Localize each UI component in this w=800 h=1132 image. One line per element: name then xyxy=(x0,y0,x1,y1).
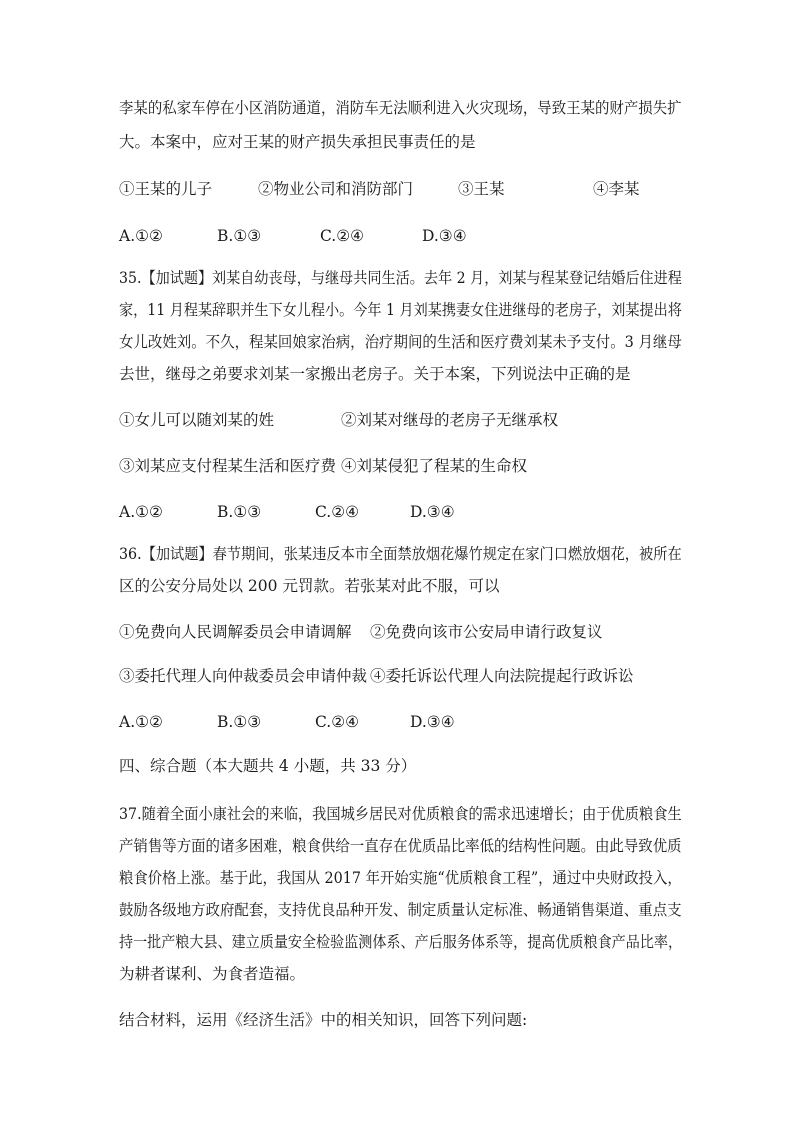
q36-choice-b: B.①③ xyxy=(217,713,262,731)
q35-choice-c: C.②④ xyxy=(315,503,360,521)
q35-choice-d: D.③④ xyxy=(410,503,455,521)
q35-item-1: ①女儿可以随刘某的姓 xyxy=(119,411,275,429)
q35-choice-b: B.①③ xyxy=(217,503,262,521)
q35-item-4: ④刘某侵犯了程某的生命权 xyxy=(341,457,528,475)
q35-stem-line-2: 家，11 月程某辞职并生下女儿程小。今年 1 月刘某携妻女住进继母的老房子，刘某提出将 xyxy=(119,301,682,319)
q36-stem-line-1: 36.【加试题】春节期间，张某违反本市全面禁放烟花爆竹规定在家门口燃放烟花，被所在 xyxy=(119,545,682,563)
q36-choice-d: D.③④ xyxy=(410,713,455,731)
q35-item-3: ③刘某应支付程某生活和医疗费 xyxy=(119,457,337,475)
q34-stem-line-1: 李某的私家车停在小区消防通道，消防车无法顺利进入火灾现场，导致王某的财产损失扩 xyxy=(119,99,682,117)
q37-material-line-3: 粮食价格上涨。基于此，我国从 2017 年开始实施“优质粮食工程”，通过中央财政投入， xyxy=(119,869,682,887)
q36-item-4: ④委托诉讼代理人向法院提起行政诉讼 xyxy=(370,667,634,685)
q35-item-2: ②刘某对继母的老房子无继承权 xyxy=(341,411,559,429)
q37-instruction: 结合材料，运用《经济生活》中的相关知识，回答下列问题: xyxy=(119,1011,528,1029)
q36-item-1: ①免费向人民调解委员会申请调解 xyxy=(119,623,352,641)
q37-material-line-2: 产销售等方面的诸多困难，粮食供给一直存在优质品比率低的结构性问题。由此导致优质 xyxy=(119,837,682,855)
q34-choice-b: B.①③ xyxy=(217,227,262,245)
q34-stem-line-2: 大。本案中，应对王某的财产损失承担民事责任的是 xyxy=(119,133,476,151)
q34-item-1: ①王某的儿子 xyxy=(119,180,213,198)
q35-stem-line-1: 35.【加试题】刘某自幼丧母，与继母共同生活。去年 2 月，刘某与程某登记结婚后住进程 xyxy=(119,269,682,287)
q34-choice-d: D.③④ xyxy=(422,227,467,245)
section-four-heading: 四、综合题（本大题共 4 小题，共 33 分） xyxy=(119,757,417,775)
q37-material-line-4: 鼓励各级地方政府配套，支持优良品种开发、制定质量认定标准、畅通销售渠道、重点支 xyxy=(119,901,682,919)
q37-material-line-6: 为耕者谋利、为食者造福。 xyxy=(119,965,306,983)
q36-item-3: ③委托代理人向仲裁委员会申请仲裁 xyxy=(119,667,368,685)
q34-item-2: ②物业公司和消防部门 xyxy=(258,180,414,198)
q35-stem-line-4: 去世，继母之弟要求刘某一家搬出老房子。关于本案，下列说法中正确的是 xyxy=(119,365,631,383)
q34-choice-a: A.①② xyxy=(119,227,163,245)
q34-item-3: ③王某 xyxy=(458,180,505,198)
q36-choice-c: C.②④ xyxy=(315,713,360,731)
q37-material-line-1: 37.随着全面小康社会的来临，我国城乡居民对优质粮食的需求迅速增长；由于优质粮食生 xyxy=(119,805,682,823)
q34-choice-c: C.②④ xyxy=(320,227,365,245)
q36-choice-a: A.①② xyxy=(119,713,163,731)
q35-choice-a: A.①② xyxy=(119,503,163,521)
q37-material-line-5: 持一批产粮大县、建立质量安全检验监测体系、产后服务体系等，提高优质粮食产品比率， xyxy=(119,933,683,951)
q34-item-4: ④李某 xyxy=(593,180,640,198)
q36-item-2: ②免费向该市公安局申请行政复议 xyxy=(370,623,603,641)
q36-stem-line-2: 区的公安分局处以 200 元罚款。若张某对此不服，可以 xyxy=(119,577,500,595)
q35-stem-line-3: 女儿改姓刘。不久，程某回娘家治病，治疗期间的生活和医疗费刘某未予支付。3 月继母 xyxy=(119,333,682,351)
